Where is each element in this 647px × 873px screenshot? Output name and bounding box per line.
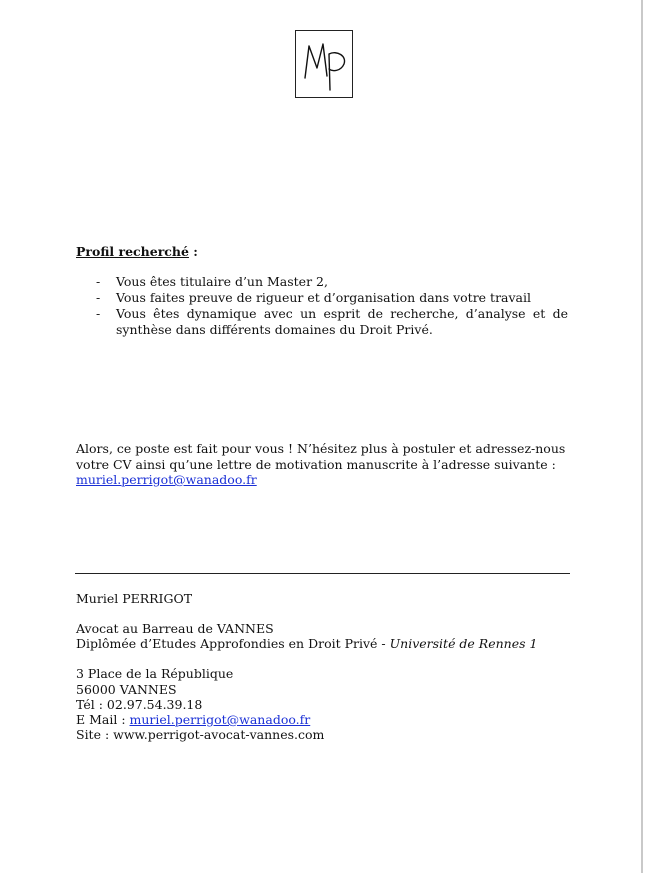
list-item	[76, 274, 568, 290]
page-edge	[641, 0, 643, 873]
footer-divider	[75, 573, 570, 574]
footer-address-line1: 3 Place de la République	[76, 666, 234, 681]
profile-title-suffix: :	[188, 244, 198, 259]
footer-university: Université de Rennes 1	[389, 636, 538, 651]
footer-email-line	[76, 712, 310, 728]
footer-phone: Tél : 02.97.54.39.18	[76, 697, 203, 712]
list-dash: -	[96, 306, 101, 321]
mp-monogram-icon	[299, 34, 349, 94]
footer-diploma-sep: -	[377, 636, 390, 651]
closing-paragraph	[76, 441, 570, 488]
profile-title-text: Profil recherché	[76, 244, 189, 259]
list-item	[76, 290, 568, 306]
list-item-text: Vous êtes dynamique avec un esprit de recherche, d’analyse et de synthèse dans différents domaines du Droit Privé.	[116, 306, 568, 337]
footer-diploma	[76, 636, 537, 652]
list-item-text: Vous êtes titulaire d’un Master 2,	[116, 274, 328, 289]
footer-name: Muriel PERRIGOT	[76, 591, 193, 606]
footer-address-line2: 56000 VANNES	[76, 682, 177, 697]
mp-logo	[295, 30, 353, 98]
profile-requirements-list	[76, 274, 568, 338]
footer-email-label: E Mail :	[76, 712, 130, 727]
profile-section-title	[76, 244, 198, 260]
footer-site: Site : www.perrigot-avocat-vannes.com	[76, 727, 325, 742]
closing-email-link[interactable]: muriel.perrigot@wanadoo.fr	[76, 472, 257, 487]
list-item	[76, 306, 568, 338]
footer-email-link[interactable]: muriel.perrigot@wanadoo.fr	[129, 712, 311, 727]
footer-role: Avocat au Barreau de VANNES	[76, 621, 274, 636]
closing-text: Alors, ce poste est fait pour vous ! N’hésitez plus à postuler et adressez-nous votre CV ainsi qu’une lettre de motivation manuscrite à l’adresse suivante :	[76, 441, 566, 472]
list-dash: -	[96, 290, 101, 305]
list-dash: -	[96, 274, 101, 289]
list-item-text: Vous faites preuve de rigueur et d’organisation dans votre travail	[116, 290, 532, 305]
footer-diploma-text: Diplômée d’Etudes Approfondies en Droit Privé	[76, 636, 378, 651]
